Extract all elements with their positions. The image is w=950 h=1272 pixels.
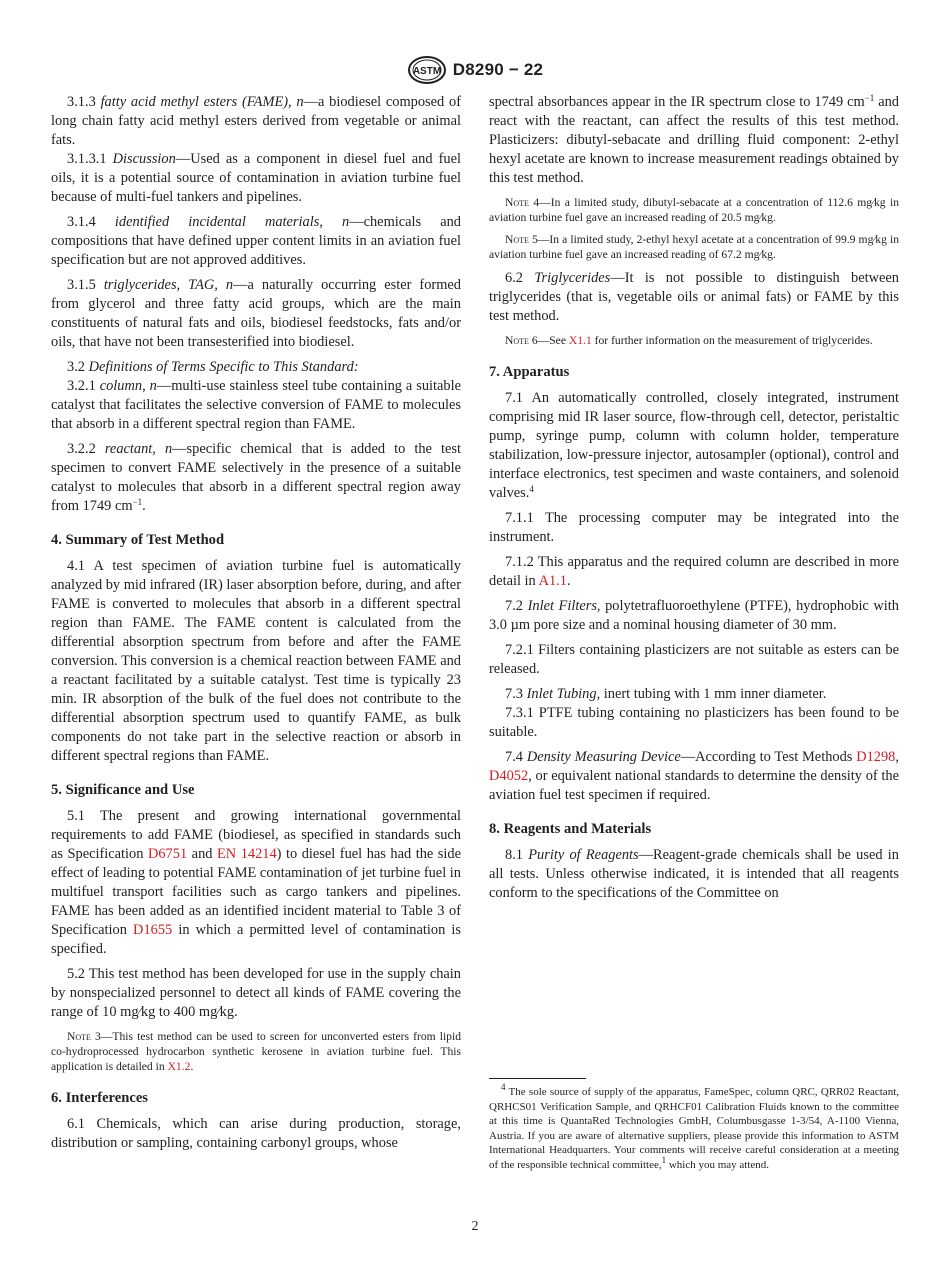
footnote-marker: 4 [501, 1082, 506, 1092]
text: 5.1 The present and growing international governmental requirements to add FAME (biodiesel, as specified in standards such as Specification [51, 808, 461, 862]
term: Inlet Tubing, [526, 686, 601, 702]
page-header [0, 54, 950, 86]
note-5 [489, 232, 899, 262]
para-7-1-1: 7.1.1 The processing computer may be integrated into the instrument. [489, 510, 899, 545]
text: , [895, 749, 899, 765]
section-number: 7.4 [505, 749, 523, 765]
note-4 [489, 195, 899, 225]
heading-interferences: 6. Interferences [51, 1090, 148, 1106]
term: Purity of Reagents [528, 847, 639, 863]
text: and [187, 846, 217, 862]
astm-logo-icon [407, 55, 447, 85]
term: Density Measuring Device [526, 749, 681, 765]
para-7-2-1: 7.2.1 Filters containing plasticizers are not suitable as esters can be released. [489, 642, 899, 677]
definition: —a biodiesel composed of long chain fatty acid methyl esters derived from vegetable or animal fats. [51, 94, 461, 148]
right-column [489, 93, 899, 909]
link-x1-2[interactable]: X1.2 [167, 1060, 191, 1073]
section-number: 3.1.3.1 [67, 151, 107, 167]
footnote-area [489, 1078, 899, 1172]
text: 7.1.2 This apparatus and the required column are described in more detail in [489, 554, 899, 589]
text: —It is not possible to distinguish between triglycerides (that is, vegetable oils or animal fats) or FAME by this test method. [489, 270, 899, 324]
note-3 [51, 1029, 461, 1074]
term: fatty acid methyl esters (FAME), n [100, 94, 304, 110]
definition: —multi-use stainless steel tube containing a suitable catalyst that facilitates the selective conversion of FAME to molecules that absorb in a different spectral region than FAME. [51, 378, 461, 432]
text: spectral absorbances appear in the IR spectrum close to 1749 cm [489, 94, 865, 110]
section-number: 3.1.4 [67, 214, 96, 230]
text: 5—In a limited study, 2-ethyl hexyl acetate at a concentration of 99.9 mg⁄kg in aviation turbine fuel gave an increased reading of 67.2 mg⁄kg. [489, 233, 899, 261]
term: identified incidental materials, n [114, 214, 350, 230]
section-number: 3.2.1 [67, 378, 96, 394]
document-id: D8290 − 22 [452, 60, 544, 79]
para-3-1-5 [51, 276, 461, 352]
footnote-4 [489, 1082, 899, 1172]
link-a1-1[interactable]: A1.1 [538, 573, 567, 589]
para-3-1-4 [51, 213, 461, 270]
text: and react with the reactant, can affect the results of this test method. Plasticizers: dibutyl-sebacate and drilling fluid component: 2-ethyl hexyl acetate are known to increase measurement readings obtained by this test method. [489, 94, 899, 186]
text: ) to diesel fuel has had the side effect of leading to potential FAME contamination of jet turbine fuel in multifuel transport facilities such as cargo tankers and pipelines. FAME has been added as an identified incident material to Table 3 of Specification [51, 846, 461, 938]
left-column [51, 93, 461, 1159]
text: . [190, 1060, 194, 1073]
text: 3—This test method can be used to screen for unconverted esters from lipid co-hydroprocessed hydrocarbon synthetic kerosene in aviation turbine fuel. This application is detailed in [51, 1030, 461, 1073]
note-6 [489, 333, 899, 348]
para-7-2 [489, 597, 899, 635]
svg-text:ASTM: ASTM [412, 66, 441, 77]
para-7-1 [489, 389, 899, 503]
note-label: Note [505, 196, 529, 209]
term: Definitions of Terms Specific to This Standard: [88, 359, 359, 375]
term: reactant, n [104, 441, 173, 457]
superscript: −1 [864, 93, 875, 103]
definition: —specific chemical that is added to the test specimen to convert FAME selectively in the presence of a suitable catalyst to molecules that absorb in a different spectral region away from 1749 cm [51, 441, 461, 514]
para-4-1: 4.1 A test specimen of aviation turbine fuel is automatically analyzed by mid infrared (IR) laser absorption before, during, and after FAME is converted to molecules that absorb in a different spectral region than FAME. The FAME content is calculated from the differential absorption spectrum from before and after the FAME conversion. This conversion is a chemical reaction between FAME and a reactant facilitated by a suitable catalyst. Test time is typically 23 min. IR absorption of the bulk of the fuel does not contribute to the differential absorption spectrum used to quantify FAME, as bulk components do not take part in the selective reaction or absorb in different spectral regions than FAME. [51, 558, 461, 764]
text: for further information on the measurement of triglycerides. [591, 334, 873, 347]
section-number: 3.1.5 [67, 277, 96, 293]
link-d1655[interactable]: D1655 [133, 922, 173, 938]
superscript: −1 [132, 497, 143, 507]
para-3-2 [51, 358, 461, 377]
para-7-3 [489, 685, 899, 704]
text: . [566, 573, 571, 589]
para-8-1 [489, 846, 899, 903]
text: 6—See [528, 334, 569, 347]
heading-summary-of-test-method: 4. Summary of Test Method [51, 532, 225, 548]
text: polytetrafluoroethylene (PTFE), hydrophobic with 3.0 µm pore size and a nominal housing diameter of 30 mm. [489, 598, 899, 633]
para-7-3-1: 7.3.1 PTFE tubing containing no plasticizers has been found to be suitable. [489, 705, 899, 740]
text: —According to Test Methods [680, 749, 857, 765]
para-5-2: 5.2 This test method has been developed for use in the supply chain by nonspecialized personnel to detect all kinds of FAME covering the range of 10 mg⁄kg to 400 mg⁄kg. [51, 966, 461, 1020]
para-6-1-continued [489, 93, 899, 188]
heading-apparatus: 7. Apparatus [489, 364, 570, 380]
link-d4052[interactable]: D4052 [489, 768, 529, 784]
text: inert tubing with 1 mm inner diameter. [600, 686, 827, 702]
text: 4—In a limited study, dibutyl-sebacate at a concentration of 112.6 mg⁄kg in aviation turbine fuel gave an increased reading of 20.5 mg⁄kg. [489, 196, 899, 224]
heading-significance-and-use: 5. Significance and Use [51, 782, 195, 798]
section-number: 7.3 [505, 686, 523, 702]
para-3-1-3 [51, 93, 461, 150]
definition-end: . [142, 498, 146, 514]
note-label: Note [67, 1030, 91, 1043]
text: which you may attend. [666, 1158, 770, 1171]
note-label: Note [505, 233, 529, 246]
section-number: 3.2 [67, 359, 85, 375]
link-d1298[interactable]: D1298 [856, 749, 896, 765]
definition: —Used as a component in diesel fuel and fuel oils, it is a potential source of contamination in aviation turbine fuel because of multi-fuel tankers and pipelines. [51, 151, 461, 205]
note-label: Note [505, 334, 529, 347]
para-6-1: 6.1 Chemicals, which can arise during production, storage, distribution or sampling, containing carbonyl groups, whose [51, 1116, 461, 1151]
footnote-ref[interactable]: 4 [529, 484, 534, 494]
section-number: 3.1.3 [67, 94, 96, 110]
text: 7.1 An automatically controlled, closely integrated, instrument comprising mid IR laser source, flow-through cell, detector, peristaltic pump, syringe pump, column with column holder, temperature stabilization, low-pressure injector, autosampler (optional), control and interface electronics, test specimen and waste containers, and solenoid valves. [489, 390, 899, 501]
para-7-1-2 [489, 553, 899, 591]
section-number: 3.2.2 [67, 441, 96, 457]
link-x1-1[interactable]: X1.1 [568, 334, 592, 347]
term: Discussion [112, 151, 176, 167]
section-number: 6.2 [505, 270, 523, 286]
heading-reagents-and-materials: 8. Reagents and Materials [489, 821, 652, 837]
para-3-2-2 [51, 440, 461, 516]
page-number: 2 [471, 1219, 479, 1234]
term: triglycerides, TAG, n [103, 277, 234, 293]
para-7-4 [489, 748, 899, 805]
section-number: 7.2 [505, 598, 523, 614]
term: Inlet Filters, [527, 598, 601, 614]
text: The sole source of supply of the apparatus, FameSpec, column QRC, QRR02 Reactant, QRHCS01 Verification Sample, and QRHCF01 Calibration Fluids known to the committee at this time is QuantaRed Technologies GmbH, Columbusgasse 1-3/54, A-1100 Vienna, Austria. If you are aware of alternative suppliers, please provide this information to ASTM International Headquarters. Your comments will receive careful consideration at a meeting of the responsible technical committee, [489, 1086, 899, 1171]
text: —Reagent-grade chemicals shall be used in all tests. Unless otherwise indicated, it is intended that all reagents conform to the specifications of the Committee on [489, 847, 899, 901]
section-number: 8.1 [505, 847, 523, 863]
para-6-2 [489, 269, 899, 326]
term: Triglycerides [534, 270, 611, 286]
definition: —a naturally occurring ester formed from glycerol and three fatty acid groups, which are the main constituents of natural fats and oils, biodiesel feedstocks, fats and/or oils, that have not been transesterified into biodiesel. [51, 277, 461, 350]
para-5-1 [51, 807, 461, 959]
para-3-2-1 [51, 377, 461, 434]
link-en-14214[interactable]: EN 14214 [216, 846, 277, 862]
link-d6751[interactable]: D6751 [147, 846, 188, 862]
footnote-ref[interactable]: 1 [661, 1154, 667, 1165]
definition: —chemicals and compositions that have defined upper content limits in an aviation fuel specification but are not approved additives. [51, 214, 461, 268]
para-3-1-3-1 [51, 150, 461, 207]
text: , or equivalent national standards to determine the density of the aviation fuel test specimen if required. [489, 768, 899, 803]
text: in which a permitted level of contamination is specified. [51, 922, 461, 957]
term: column, n [99, 378, 157, 394]
footnote-divider [489, 1078, 586, 1079]
